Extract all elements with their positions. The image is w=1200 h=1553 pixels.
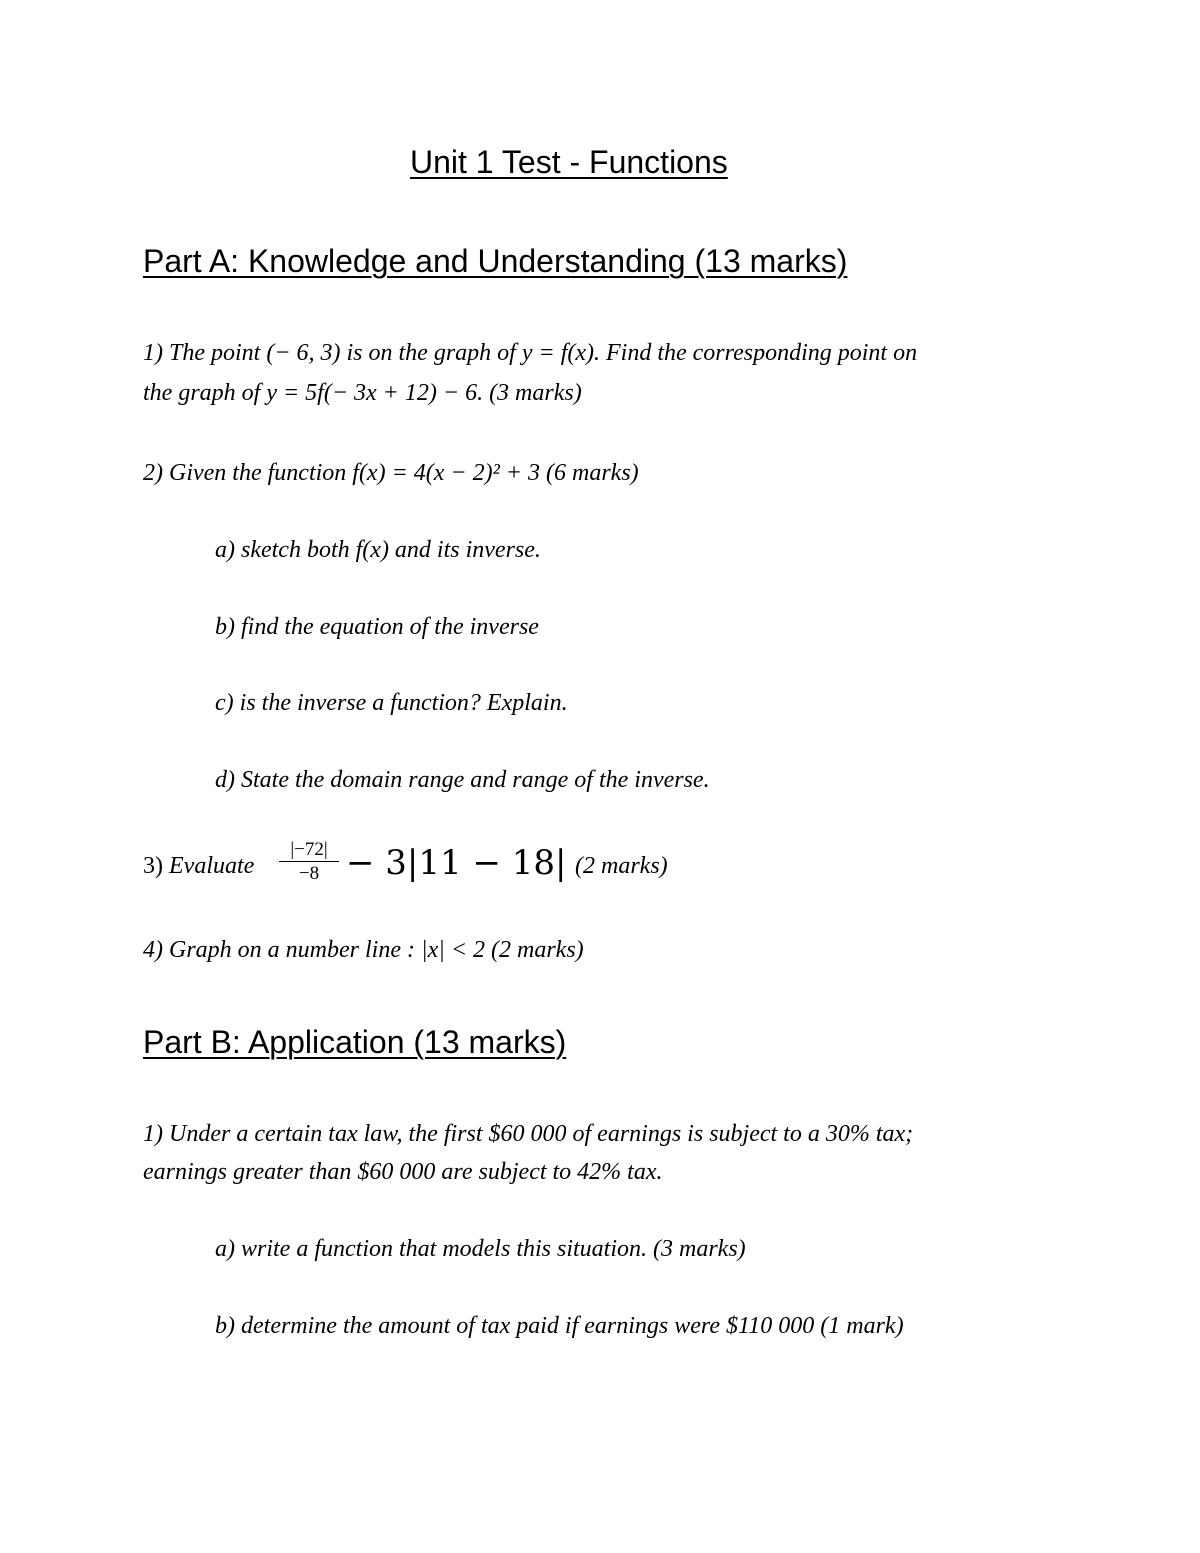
part-a-question-1-line-2: the graph of y = 5f(− 3x + 12) − 6. (3 marks) [143, 380, 582, 406]
part-a-question-2b: b) find the equation of the inverse [215, 614, 539, 640]
part-a-question-2a: a) sketch both f(x) and its inverse. [215, 537, 541, 563]
part-b-heading: Part B: Application (13 marks) [143, 1024, 567, 1060]
fraction-numerator: |−72| [279, 840, 339, 862]
part-a-heading: Part A: Knowledge and Understanding (13 marks) [143, 243, 848, 279]
page-title: Unit 1 Test - Functions [410, 144, 728, 180]
part-b-question-1-line-2: earnings greater than $60 000 are subject to 42% tax. [143, 1159, 663, 1185]
question-3-expression: − 3|11 − 18| [346, 843, 567, 883]
part-b-question-1-line-1: 1) Under a certain tax law, the first $60 000 of earnings is subject to a 30% tax; [143, 1121, 914, 1147]
part-b-question-1b: b) determine the amount of tax paid if earnings were $110 000 (1 mark) [215, 1313, 904, 1339]
part-b-question-1a: a) write a function that models this situation. (3 marks) [215, 1236, 746, 1262]
part-a-question-4: 4) Graph on a number line : |x| < 2 (2 marks) [143, 937, 584, 963]
part-a-question-1-line-1: 1) The point (− 6, 3) is on the graph of y = f(x). Find the corresponding point on [143, 340, 918, 366]
question-3-fraction [279, 840, 339, 883]
question-3-label: 3) Evaluate [143, 853, 255, 879]
part-a-question-2: 2) Given the function f(x) = 4(x − 2)² + 3 (6 marks) [143, 460, 639, 486]
fraction-denominator: −8 [298, 863, 320, 884]
question-3-marks: (2 marks) [575, 853, 668, 879]
part-a-question-2c: c) is the inverse a function? Explain. [215, 690, 568, 716]
part-a-question-2d: d) State the domain range and range of the inverse. [215, 767, 710, 793]
